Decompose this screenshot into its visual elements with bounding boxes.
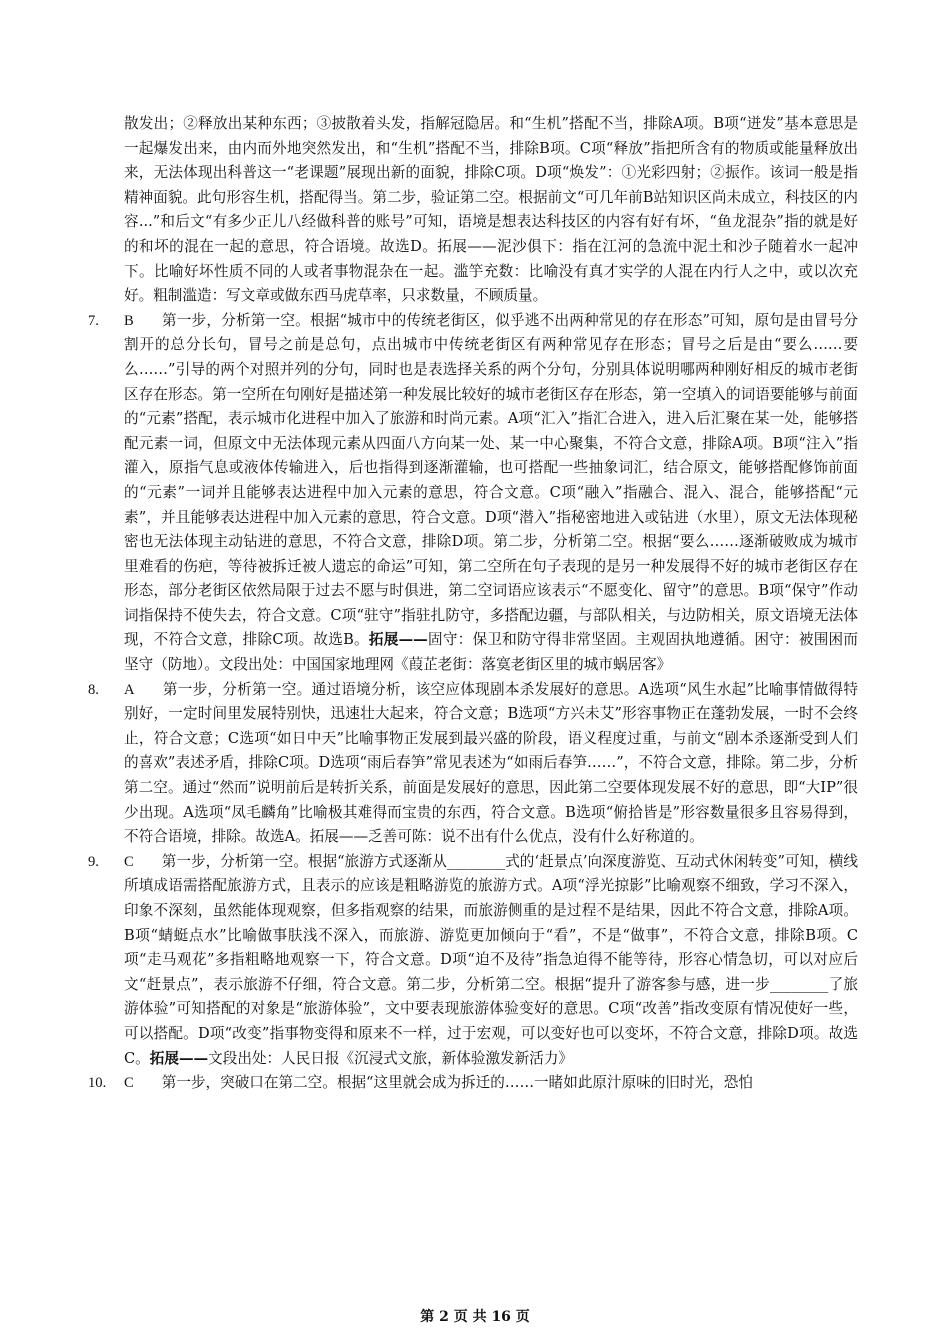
answer-letter: A bbox=[124, 681, 135, 698]
explanation-text: 第一步，分析第一空。根据“城市中的传统老街区，似乎逃不出两种常见的存在形态”可知，原句是由冒号分割开的总分长句，冒号之前是总句，点出城市中传统老街区有两种常见存在形态；冒号之后是由“要么……要么……”引导的两个对照并列的分句，同时也是表选择关系的两个分句，分别具体说明哪两种刚好相反的城市老街区存在形态。第一空所在句刚好是描述第一种发展比较好的城市老街区存在形态，第一空填入的词语要能够与前面的“元素”搭配，表示城市化进程中加入了旅游和时尚元素。A项“汇入”指汇合进入，进入后汇聚在某一处，能够搭配元素一词，但原文中无法体现元素从四面八方向某一处、某一中心聚集，不符合文意，排除A项。B项“注入”指灌入，原指气息或液体传输进入，后也指得到逐渐灌输，也可搭配一些抽象词汇，结合原文，能够搭配修饰前面的“元素”一词并且能够表达进程中加入元素的意思，符合文意。C项“融入”指融合、混入、混合，能够搭配“元素”，并且能够表达进程中加入元素的意思，符合文意。D项“潜入”指秘密地进入或钻进（水里），原文无法体现秘密也无法体现主动钻进的意思，不符合文意，排除D项。第二步，分析第二空。根据“要么……逐渐破败成为城市里难看的伤疤，等待被拆迁被人遗忘的命运”可知，第二空所在句子表现的是另一种发展得不好的城市老街区存在形态，部分老街区依然局限于过去不愿与时俱进，第二空词语应该表示“不愿变化、留守”的意思。B项“保守”作动词指保持不使失去，符合文意。C项“驻守”指驻扎防守，多搭配边疆，与部队相关，与边防相关，原文语境无法体现，不符合文意，排除C项。故选B。 bbox=[124, 311, 858, 649]
answer-letter: B bbox=[124, 312, 134, 329]
extension-label: 拓展—— bbox=[368, 631, 428, 649]
extension-text: 文段出处：人民日报《沉浸式文旅，新体验激发新活力》 bbox=[208, 1049, 574, 1067]
answer-letter: C bbox=[124, 853, 134, 870]
question-number: 8. bbox=[88, 681, 99, 698]
question-number: 9. bbox=[88, 853, 99, 870]
explanation-text: 第一步，分析第一空。根据“旅游方式逐渐从________式的‘赶景点’向深度游览、互动式休闲转变”可知，横线所填成语需搭配旅游方式，且表示的应该是粗略游览的旅游方式。A项“浮光掠影”比喻观察不细致，学习不深入，印象不深刻，虽然能体现观察，但多指观察的结果，而旅游侧重的是过程不是结果，因此不符合文意，排除A项。B项“蜻蜓点水”比喻做事肤浅不深入，而旅游、游览更加倾向于“看”，不是“做事”，不符合文意，排除B项。C项“走马观花”多指粗略地观察一下，符合文意。D项“迫不及待”指急迫得不能等待，形容心情急切，可以对应后文“赶景点”，表示旅游不仔细，符合文意。第二步，分析第二空。根据“提升了游客参与感，进一步________了旅游体验”可知搭配的对象是“旅游体验”，文中要表现旅游体验变好的意思。C项“改善”指改变原有情况使好一些，可以搭配。D项“改变”指事物变得和原来不一样，过于宏观，可以变好也可以变坏，不符合文意，排除D项。故选C。 bbox=[124, 852, 858, 1067]
question-item-10 bbox=[88, 1071, 858, 1096]
question-item-7 bbox=[88, 309, 858, 678]
answer-letter: C bbox=[124, 1075, 134, 1092]
question-number: 7. bbox=[88, 312, 99, 329]
extension-text: 固守：保卫和防守得非常坚固。主观固执地遵循。困守：被围困而坚守（防地）。文段出处：中国国家地理网《葭芷老街：落寞老街区里的城市蜗居客》 bbox=[124, 631, 858, 674]
question-number: 10. bbox=[88, 1075, 107, 1092]
page-content bbox=[88, 112, 858, 1096]
continued-paragraph: 散发出；②释放出某种东西；③披散着头发，指解冠隐居。和“生机”搭配不当，排除A项。B项“迸发”基本意思是一起爆发出来，由内而外地突然发出，和“生机”搭配不当，排除B项。C项“释放”指把所含有的物质或能量释放出来，无法体现出科普这一“老课题”展现出新的面貌，排除C项。D项“焕发”：①光彩四射；②振作。该词一般是指精神面貌。此句形容生机，搭配得当。第二步，验证第二空。根据前文“可几年前B站知识区尚未成立，科技区的内容...”和后文“有多少正儿八经做科普的账号”可知，语境是想表达科技区的内容有好有坏，“鱼龙混杂”指的就是好的和坏的混在一起的意思，符合语境。故选D。拓展——泥沙俱下：指在江河的急流中泥土和沙子随着水一起冲下。比喻好坏性质不同的人或者事物混杂在一起。滥竽充数：比喻没有真才实学的人混在内行人之中，或以次充好。粗制滥造：写文章或做东西马虎草率，只求数量，不顾质量。 bbox=[124, 115, 858, 305]
question-item-8 bbox=[88, 678, 858, 850]
explanation-text: 第一步，分析第一空。通过语境分析，该空应体现剧本杀发展好的意思。A选项“风生水起”比喻事情做得特别好，一定时间里发展特别快，迅速壮大起来，符合文意；B选项“方兴未艾”形容事物正在蓬勃发展，一时不会终止，符合文意；C选项“如日中天”比喻事物正发展到最兴盛的阶段，语义程度过重，与前文“剧本杀逐渐受到人们的喜欢”表述矛盾，排除C项。D选项“雨后春笋”常见表述为“如雨后春笋……”，不符合文意，排除。第二步，分析第二空。通过“然而”说明前后是转折关系，前面是发展好的意思，因此第二空要体现发展不好的意思，即“大IP”很少出现。A选项“凤毛麟角”比喻极其难得而宝贵的东西，符合文意。B选项“俯拾皆是”形容数量很多且容易得到，不符合语境，排除。故选A。拓展——乏善可陈：说不出有什么优点，没有什么好称道的。 bbox=[124, 680, 858, 846]
explanation-text: 第一步，突破口在第二空。根据“这里就会成为拆迁的……一睹如此原汁原味的旧时光，恐怕 bbox=[161, 1074, 753, 1092]
extension-label: 拓展—— bbox=[149, 1049, 209, 1067]
question-item-9 bbox=[88, 850, 858, 1071]
page-footer: 第 2 页 共 16 页 bbox=[420, 1309, 530, 1325]
